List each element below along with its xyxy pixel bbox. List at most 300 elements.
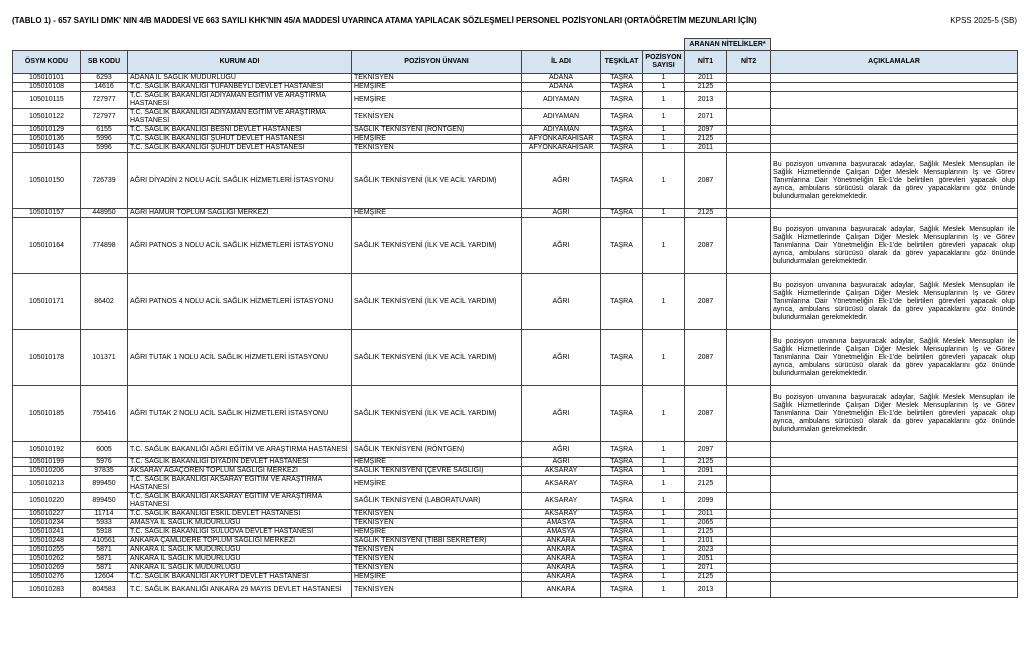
cell-notes: [771, 537, 1018, 546]
cell-notes: [771, 573, 1018, 582]
cell-sb-code: 6005: [81, 442, 128, 458]
table-row: [13, 510, 1018, 519]
cell-sb-code: 97835: [81, 467, 128, 476]
cell-osym-code: 105010262: [13, 555, 81, 564]
cell-institution: T.C. SAĞLIK BAKANLIĞI ESKİL DEVLET HASTANESİ: [128, 510, 352, 519]
cell-position-title: HEMŞİRE: [352, 83, 522, 92]
cell-sb-code: 755416: [81, 386, 128, 442]
cell-osym-code: 105010234: [13, 519, 81, 528]
cell-nit1: 2125: [685, 83, 727, 92]
cell-sb-code: 5996: [81, 135, 128, 144]
cell-nit2: [727, 528, 771, 537]
exam-code: KPSS 2025-5 (SB): [950, 16, 1017, 25]
cell-notes: [771, 564, 1018, 573]
cell-institution: ANKARA İL SAĞLIK MÜDÜRLÜĞÜ: [128, 564, 352, 573]
cell-institution: AĞRI HAMUR TOPLUM SAĞLIĞI MERKEZİ: [128, 209, 352, 218]
cell-osym-code: 105010241: [13, 528, 81, 537]
cell-organization: TAŞRA: [601, 519, 643, 528]
cell-province: AĞRI: [522, 442, 601, 458]
cell-position-count: 1: [643, 493, 685, 510]
cell-sb-code: 899450: [81, 493, 128, 510]
cell-position-title: HEMŞİRE: [352, 476, 522, 493]
cell-institution: T.C. SAĞLIK BAKANLIĞI SULUOVA DEVLET HASTANESİ: [128, 528, 352, 537]
cell-institution: T.C. SAĞLIK BAKANLIĞI TUFANBEYLİ DEVLET HASTANESİ: [128, 83, 352, 92]
cell-osym-code: 105010248: [13, 537, 81, 546]
cell-institution: AMASYA İL SAĞLIK MÜDÜRLÜĞÜ: [128, 519, 352, 528]
cell-province: AKSARAY: [522, 493, 601, 510]
cell-sb-code: 5933: [81, 519, 128, 528]
cell-sb-code: 726739: [81, 153, 128, 209]
cell-position-count: 1: [643, 564, 685, 573]
header-spacer: [13, 39, 685, 51]
cell-organization: TAŞRA: [601, 126, 643, 135]
cell-osym-code: 105010255: [13, 546, 81, 555]
cell-institution: T.C. SAĞLIK BAKANLIĞI DİYADİN DEVLET HASTANESİ: [128, 458, 352, 467]
cell-notes: [771, 126, 1018, 135]
cell-nit2: [727, 546, 771, 555]
cell-osym-code: 105010185: [13, 386, 81, 442]
cell-organization: TAŞRA: [601, 209, 643, 218]
cell-notes: [771, 582, 1018, 598]
cell-nit2: [727, 74, 771, 83]
table-row: [13, 582, 1018, 598]
cell-notes: [771, 209, 1018, 218]
cell-institution: AĞRI PATNOS 3 NOLU ACİL SAĞLIK HİZMETLERİ İSTASYONU: [128, 218, 352, 274]
cell-organization: TAŞRA: [601, 555, 643, 564]
cell-sb-code: 6155: [81, 126, 128, 135]
cell-position-count: 1: [643, 386, 685, 442]
cell-province: AMASYA: [522, 519, 601, 528]
cell-nit1: 2011: [685, 510, 727, 519]
cell-position-count: 1: [643, 537, 685, 546]
header-nit1: NİT1: [685, 51, 727, 74]
cell-organization: TAŞRA: [601, 510, 643, 519]
cell-organization: TAŞRA: [601, 83, 643, 92]
cell-organization: TAŞRA: [601, 135, 643, 144]
cell-nit1: 2087: [685, 153, 727, 209]
cell-institution: T.C. SAĞLIK BAKANLIĞI AKYURT DEVLET HASTANESİ: [128, 573, 352, 582]
cell-organization: TAŞRA: [601, 144, 643, 153]
cell-osym-code: 105010122: [13, 109, 81, 126]
cell-osym-code: 105010199: [13, 458, 81, 467]
cell-position-title: TEKNİSYEN: [352, 144, 522, 153]
cell-organization: TAŞRA: [601, 74, 643, 83]
table-row: [13, 493, 1018, 510]
table-row: [13, 537, 1018, 546]
cell-nit1: 2087: [685, 274, 727, 330]
cell-position-title: SAĞLIK TEKNİSYENİ (İLK VE ACİL YARDIM): [352, 153, 522, 209]
cell-position-count: 1: [643, 467, 685, 476]
header-province: İL ADI: [522, 51, 601, 74]
cell-position-count: 1: [643, 555, 685, 564]
cell-notes: [771, 144, 1018, 153]
cell-notes: Bu pozisyon unvanına başvuracak adaylar, Sağlık Meslek Mensupları ile Sağlık Hizmetlerinde Çalışan Diğer Meslek Mensuplarının İş ve Görev Tanımlarına Dair Yönetmeliğin Ek-1'de belirtilen görevleri yapacak olup ayrıca, ambulans sürücüsü olarak da görev yapacaklarını göz önünde bulundurmaları gerekmektedir.: [771, 218, 1018, 274]
cell-nit2: [727, 467, 771, 476]
header-sb-code: SB KODU: [81, 51, 128, 74]
cell-notes: [771, 510, 1018, 519]
cell-position-count: 1: [643, 476, 685, 493]
cell-position-title: HEMŞİRE: [352, 573, 522, 582]
cell-position-count: 1: [643, 126, 685, 135]
cell-nit1: 2071: [685, 109, 727, 126]
cell-position-count: 1: [643, 546, 685, 555]
cell-nit2: [727, 144, 771, 153]
cell-notes: [771, 519, 1018, 528]
cell-sb-code: 5871: [81, 564, 128, 573]
cell-position-title: SAĞLIK TEKNİSYENİ (RÖNTGEN): [352, 126, 522, 135]
header-institution: KURUM ADI: [128, 51, 352, 74]
cell-province: AFYONKARAHİSAR: [522, 144, 601, 153]
cell-institution: AĞRI DİYADİN 2 NOLU ACİL SAĞLIK HİZMETLERİ İSTASYONU: [128, 153, 352, 209]
cell-sb-code: 899450: [81, 476, 128, 493]
cell-nit2: [727, 582, 771, 598]
cell-nit2: [727, 442, 771, 458]
cell-nit1: 2125: [685, 135, 727, 144]
cell-organization: TAŞRA: [601, 493, 643, 510]
cell-sb-code: 11714: [81, 510, 128, 519]
cell-province: ANKARA: [522, 573, 601, 582]
cell-position-title: SAĞLIK TEKNİSYENİ (İLK VE ACİL YARDIM): [352, 274, 522, 330]
cell-position-title: TEKNİSYEN: [352, 519, 522, 528]
cell-position-count: 1: [643, 442, 685, 458]
cell-organization: TAŞRA: [601, 467, 643, 476]
cell-province: ANKARA: [522, 546, 601, 555]
table-row: [13, 528, 1018, 537]
cell-position-count: 1: [643, 274, 685, 330]
cell-province: ADANA: [522, 74, 601, 83]
cell-nit2: [727, 274, 771, 330]
cell-nit1: 2091: [685, 467, 727, 476]
cell-nit2: [727, 83, 771, 92]
cell-nit1: 2097: [685, 126, 727, 135]
cell-sb-code: 727977: [81, 92, 128, 109]
cell-nit1: 2099: [685, 493, 727, 510]
cell-province: AKSARAY: [522, 467, 601, 476]
cell-osym-code: 105010213: [13, 476, 81, 493]
table-row: [13, 458, 1018, 467]
cell-position-title: TEKNİSYEN: [352, 546, 522, 555]
table-row: [13, 109, 1018, 126]
table-row: [13, 92, 1018, 109]
cell-notes: Bu pozisyon unvanına başvuracak adaylar, Sağlık Meslek Mensupları ile Sağlık Hizmetlerinde Çalışan Diğer Meslek Mensuplarının İş ve Görev Tanımlarına Dair Yönetmeliğin Ek-1'de belirtilen görevleri yapacak olup ayrıca, ambulans sürücüsü olarak da görev yapacaklarını göz önünde bulundurmaları gerekmektedir.: [771, 274, 1018, 330]
cell-osym-code: 105010136: [13, 135, 81, 144]
cell-province: AKSARAY: [522, 476, 601, 493]
header-organization: TEŞKİLAT: [601, 51, 643, 74]
cell-organization: TAŞRA: [601, 564, 643, 573]
cell-province: ANKARA: [522, 537, 601, 546]
cell-position-count: 1: [643, 218, 685, 274]
cell-nit1: 2125: [685, 573, 727, 582]
cell-position-count: 1: [643, 510, 685, 519]
cell-nit1: 2013: [685, 92, 727, 109]
cell-position-count: 1: [643, 92, 685, 109]
cell-sb-code: 448950: [81, 209, 128, 218]
cell-notes: [771, 135, 1018, 144]
cell-organization: TAŞRA: [601, 386, 643, 442]
cell-position-title: HEMŞİRE: [352, 209, 522, 218]
cell-nit2: [727, 209, 771, 218]
cell-position-count: 1: [643, 209, 685, 218]
table-row: [13, 274, 1018, 330]
cell-province: ADIYAMAN: [522, 126, 601, 135]
cell-institution: ADANA İL SAĞLIK MÜDÜRLÜĞÜ: [128, 74, 352, 83]
cell-position-count: 1: [643, 109, 685, 126]
cell-notes: [771, 493, 1018, 510]
cell-organization: TAŞRA: [601, 546, 643, 555]
cell-position-title: TEKNİSYEN: [352, 564, 522, 573]
cell-province: AĞRI: [522, 209, 601, 218]
cell-position-title: SAĞLIK TEKNİSYENİ (İLK VE ACİL YARDIM): [352, 218, 522, 274]
cell-notes: [771, 92, 1018, 109]
cell-province: ADIYAMAN: [522, 92, 601, 109]
cell-nit2: [727, 126, 771, 135]
cell-position-title: TEKNİSYEN: [352, 555, 522, 564]
cell-nit1: 2013: [685, 582, 727, 598]
table-row: [13, 74, 1018, 83]
table-row: [13, 573, 1018, 582]
cell-institution: T.C. SAĞLIK BAKANLIĞI AKSARAY EĞİTİM VE ARAŞTIRMA HASTANESİ: [128, 493, 352, 510]
cell-sb-code: 101371: [81, 330, 128, 386]
cell-nit1: 2011: [685, 144, 727, 153]
cell-institution: T.C. SAĞLIK BAKANLIĞI ADIYAMAN EĞİTİM VE ARAŞTIRMA HASTANESİ: [128, 109, 352, 126]
cell-osym-code: 105010157: [13, 209, 81, 218]
cell-notes: [771, 528, 1018, 537]
cell-organization: TAŞRA: [601, 476, 643, 493]
cell-nit1: 2101: [685, 537, 727, 546]
cell-position-title: TEKNİSYEN: [352, 109, 522, 126]
cell-osym-code: 105010143: [13, 144, 81, 153]
cell-institution: T.C. SAĞLIK BAKANLIĞI ANKARA 29 MAYIS DEVLET HASTANESİ: [128, 582, 352, 598]
cell-osym-code: 105010115: [13, 92, 81, 109]
cell-position-count: 1: [643, 74, 685, 83]
cell-province: ANKARA: [522, 555, 601, 564]
cell-nit1: 2087: [685, 330, 727, 386]
table-row: [13, 126, 1018, 135]
cell-province: AĞRI: [522, 218, 601, 274]
cell-position-count: 1: [643, 519, 685, 528]
cell-institution: ANKARA İL SAĞLIK MÜDÜRLÜĞÜ: [128, 555, 352, 564]
cell-notes: [771, 109, 1018, 126]
table-row: [13, 135, 1018, 144]
cell-osym-code: 105010220: [13, 493, 81, 510]
cell-notes: [771, 458, 1018, 467]
cell-nit2: [727, 493, 771, 510]
table-row: [13, 519, 1018, 528]
cell-sb-code: 5871: [81, 555, 128, 564]
cell-nit1: 2125: [685, 458, 727, 467]
cell-institution: T.C. SAĞLIK BAKANLIĞI ŞUHUT DEVLET HASTANESİ: [128, 135, 352, 144]
cell-osym-code: 105010206: [13, 467, 81, 476]
cell-position-title: SAĞLIK TEKNİSYENİ (İLK VE ACİL YARDIM): [352, 386, 522, 442]
table-row: [13, 555, 1018, 564]
table-row: [13, 153, 1018, 209]
cell-organization: TAŞRA: [601, 218, 643, 274]
cell-sb-code: 5976: [81, 458, 128, 467]
cell-organization: TAŞRA: [601, 153, 643, 209]
cell-nit1: 2125: [685, 528, 727, 537]
cell-province: AKSARAY: [522, 510, 601, 519]
cell-nit2: [727, 135, 771, 144]
cell-nit2: [727, 109, 771, 126]
cell-sb-code: 774898: [81, 218, 128, 274]
cell-nit1: 2125: [685, 209, 727, 218]
table-row: [13, 442, 1018, 458]
cell-province: ANKARA: [522, 564, 601, 573]
cell-institution: T.C. SAĞLIK BAKANLIĞI AĞRI EĞİTİM VE ARAŞTIRMA HASTANESİ: [128, 442, 352, 458]
cell-institution: ANKARA ÇAMLIDERE TOPLUM SAĞLIĞI MERKEZİ: [128, 537, 352, 546]
cell-nit1: 2125: [685, 476, 727, 493]
header-required-qualifications: ARANAN NİTELİKLER*: [685, 39, 771, 51]
cell-notes: [771, 467, 1018, 476]
cell-province: AMASYA: [522, 528, 601, 537]
cell-osym-code: 105010276: [13, 573, 81, 582]
cell-position-title: HEMŞİRE: [352, 458, 522, 467]
cell-notes: [771, 476, 1018, 493]
cell-organization: TAŞRA: [601, 109, 643, 126]
positions-table: [12, 38, 1018, 598]
cell-osym-code: 105010108: [13, 83, 81, 92]
cell-institution: T.C. SAĞLIK BAKANLIĞI ADIYAMAN EĞİTİM VE ARAŞTIRMA HASTANESİ: [128, 92, 352, 109]
cell-nit1: 2011: [685, 74, 727, 83]
cell-notes: Bu pozisyon unvanına başvuracak adaylar, Sağlık Meslek Mensupları ile Sağlık Hizmetlerinde Çalışan Diğer Meslek Mensuplarının İş ve Görev Tanımlarına Dair Yönetmeliğin Ek-1'de belirtilen görevleri yapacak olup ayrıca, ambulans sürücüsü olarak da görev yapacaklarını göz önünde bulundurmaları gerekmektedir.: [771, 153, 1018, 209]
table-row: [13, 330, 1018, 386]
cell-organization: TAŞRA: [601, 442, 643, 458]
cell-position-count: 1: [643, 153, 685, 209]
cell-position-count: 1: [643, 135, 685, 144]
table-body: [13, 74, 1018, 598]
cell-institution: AĞRI TUTAK 1 NOLU ACİL SAĞLIK HİZMETLERİ İSTASYONU: [128, 330, 352, 386]
cell-osym-code: 105010164: [13, 218, 81, 274]
cell-position-title: SAĞLIK TEKNİSYENİ (İLK VE ACİL YARDIM): [352, 330, 522, 386]
cell-province: AĞRI: [522, 274, 601, 330]
cell-osym-code: 105010178: [13, 330, 81, 386]
table-row: [13, 83, 1018, 92]
table-row: [13, 564, 1018, 573]
cell-sb-code: 5996: [81, 144, 128, 153]
table-row: [13, 209, 1018, 218]
cell-nit2: [727, 519, 771, 528]
cell-nit2: [727, 458, 771, 467]
cell-organization: TAŞRA: [601, 92, 643, 109]
cell-position-title: TEKNİSYEN: [352, 582, 522, 598]
cell-nit1: 2097: [685, 442, 727, 458]
cell-notes: [771, 555, 1018, 564]
table-row: [13, 218, 1018, 274]
cell-sb-code: 5871: [81, 546, 128, 555]
cell-nit2: [727, 537, 771, 546]
cell-sb-code: 14616: [81, 83, 128, 92]
cell-position-title: TEKNİSYEN: [352, 510, 522, 519]
cell-position-title: SAĞLIK TEKNİSYENİ (ÇEVRE SAĞLIĞI): [352, 467, 522, 476]
cell-organization: TAŞRA: [601, 330, 643, 386]
cell-nit2: [727, 92, 771, 109]
cell-position-title: SAĞLIK TEKNİSYENİ (RÖNTGEN): [352, 442, 522, 458]
cell-nit1: 2087: [685, 386, 727, 442]
cell-nit2: [727, 564, 771, 573]
cell-province: AĞRI: [522, 330, 601, 386]
cell-province: AĞRI: [522, 153, 601, 209]
cell-position-count: 1: [643, 582, 685, 598]
table-row: [13, 144, 1018, 153]
header-position-title: POZİSYON ÜNVANI: [352, 51, 522, 74]
cell-position-count: 1: [643, 458, 685, 467]
header-position-count: POZİSYON SAYISI: [643, 51, 685, 74]
cell-nit2: [727, 218, 771, 274]
cell-institution: T.C. SAĞLIK BAKANLIĞI BESNİ DEVLET HASTANESİ: [128, 126, 352, 135]
cell-nit1: 2065: [685, 519, 727, 528]
cell-institution: ANKARA İL SAĞLIK MÜDÜRLÜĞÜ: [128, 546, 352, 555]
table-row: [13, 467, 1018, 476]
cell-institution: AKSARAY AĞAÇÖREN TOPLUM SAĞLIĞI MERKEZİ: [128, 467, 352, 476]
header-osym-code: ÖSYM KODU: [13, 51, 81, 74]
cell-province: AĞRI: [522, 386, 601, 442]
cell-nit1: 2051: [685, 555, 727, 564]
cell-organization: TAŞRA: [601, 274, 643, 330]
cell-nit1: 2087: [685, 218, 727, 274]
cell-position-title: HEMŞİRE: [352, 92, 522, 109]
cell-organization: TAŞRA: [601, 537, 643, 546]
cell-sb-code: 6293: [81, 74, 128, 83]
cell-organization: TAŞRA: [601, 458, 643, 467]
cell-province: AFYONKARAHİSAR: [522, 135, 601, 144]
cell-position-count: 1: [643, 144, 685, 153]
cell-sb-code: 12604: [81, 573, 128, 582]
cell-notes: Bu pozisyon unvanına başvuracak adaylar, Sağlık Meslek Mensupları ile Sağlık Hizmetlerinde Çalışan Diğer Meslek Mensuplarının İş ve Görev Tanımlarına Dair Yönetmeliğin Ek-1'de belirtilen görevleri yapacak olup ayrıca, ambulans sürücüsü olarak da görev yapacaklarını göz önünde bulundurmaları gerekmektedir.: [771, 330, 1018, 386]
table-row: [13, 386, 1018, 442]
cell-position-count: 1: [643, 528, 685, 537]
cell-nit2: [727, 573, 771, 582]
cell-province: AĞRI: [522, 458, 601, 467]
cell-nit1: 2071: [685, 564, 727, 573]
cell-sb-code: 5918: [81, 528, 128, 537]
cell-organization: TAŞRA: [601, 528, 643, 537]
cell-nit2: [727, 555, 771, 564]
cell-organization: TAŞRA: [601, 573, 643, 582]
cell-notes: [771, 442, 1018, 458]
cell-nit2: [727, 476, 771, 493]
cell-osym-code: 105010101: [13, 74, 81, 83]
cell-position-title: TEKNİSYEN: [352, 74, 522, 83]
cell-province: ADANA: [522, 83, 601, 92]
cell-position-count: 1: [643, 330, 685, 386]
cell-sb-code: 727977: [81, 109, 128, 126]
cell-osym-code: 105010192: [13, 442, 81, 458]
cell-notes: [771, 74, 1018, 83]
cell-position-count: 1: [643, 573, 685, 582]
cell-osym-code: 105010269: [13, 564, 81, 573]
cell-osym-code: 105010227: [13, 510, 81, 519]
cell-organization: TAŞRA: [601, 582, 643, 598]
cell-osym-code: 105010129: [13, 126, 81, 135]
cell-position-title: HEMŞİRE: [352, 528, 522, 537]
cell-position-title: SAĞLIK TEKNİSYENİ (TIBBİ SEKRETER): [352, 537, 522, 546]
cell-osym-code: 105010171: [13, 274, 81, 330]
cell-province: ADIYAMAN: [522, 109, 601, 126]
cell-nit2: [727, 153, 771, 209]
cell-osym-code: 105010150: [13, 153, 81, 209]
cell-sb-code: 804583: [81, 582, 128, 598]
cell-institution: AĞRI PATNOS 4 NOLU ACİL SAĞLIK HİZMETLERİ İSTASYONU: [128, 274, 352, 330]
cell-notes: [771, 546, 1018, 555]
table-header: [13, 39, 1018, 74]
table-row: [13, 546, 1018, 555]
cell-position-title: HEMŞİRE: [352, 135, 522, 144]
header-nit2: NİT2: [727, 51, 771, 74]
cell-notes: [771, 83, 1018, 92]
header-spacer-right: [771, 39, 1018, 51]
cell-province: ANKARA: [522, 582, 601, 598]
cell-osym-code: 105010283: [13, 582, 81, 598]
